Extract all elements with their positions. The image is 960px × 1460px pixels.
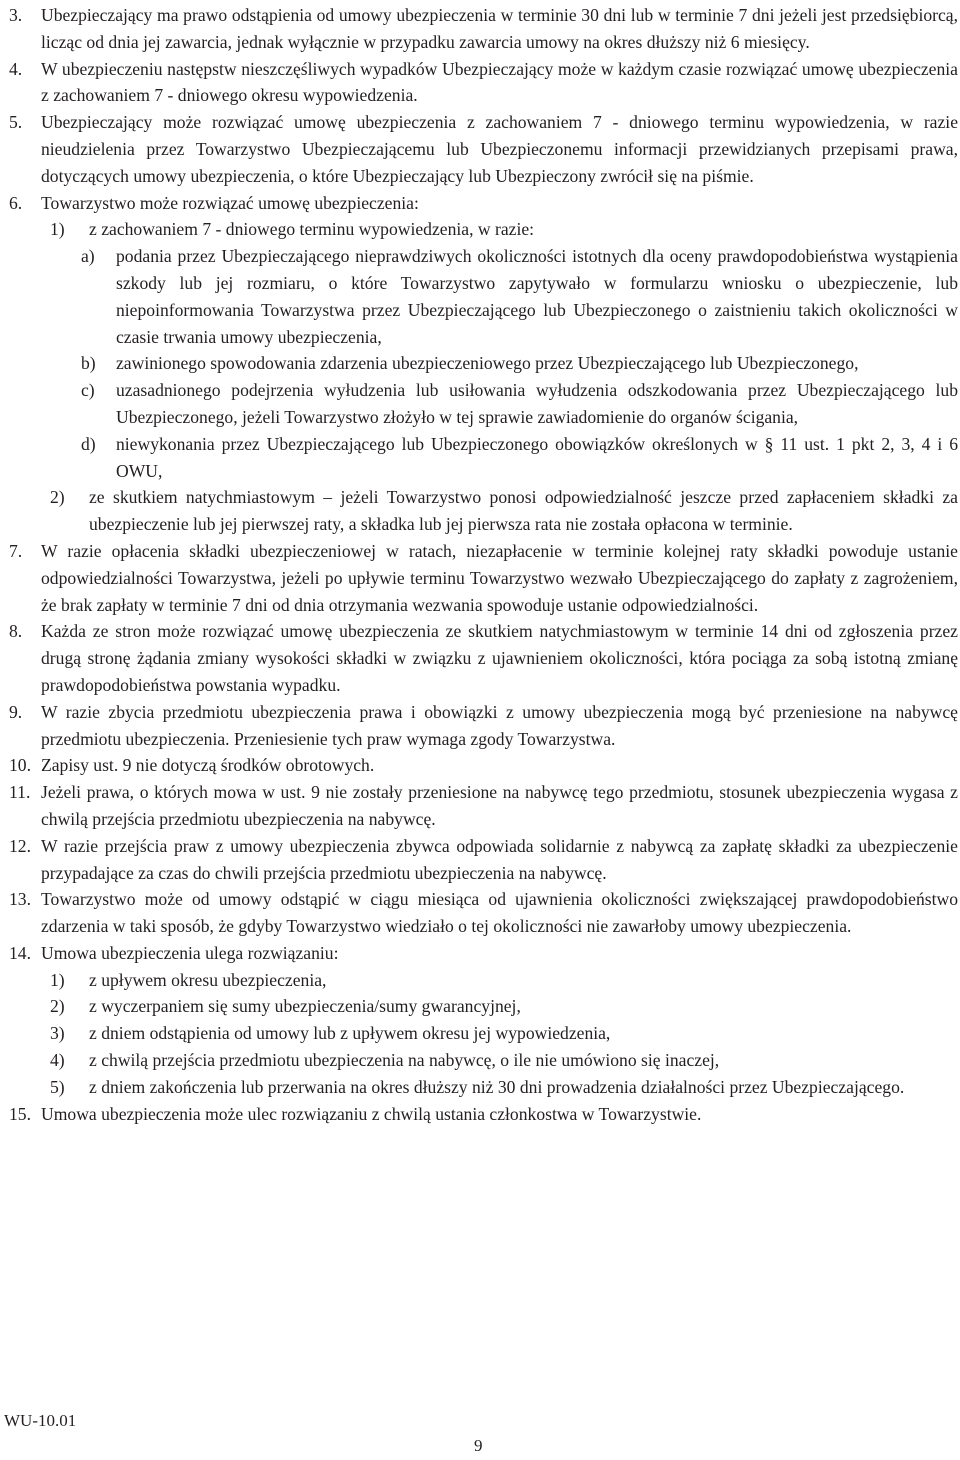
paragraph-number: 12.: [9, 835, 31, 856]
paragraph-15: [9, 1101, 958, 1128]
sub-item-number: 5): [50, 1076, 65, 1097]
letter-item-6-1-b: [81, 350, 958, 377]
paragraph-number: 8.: [9, 621, 23, 642]
paragraph-number: 4.: [9, 58, 23, 79]
sub-item-text: z dniem odstąpienia od umowy lub z upływem okresu jej wypowiedzenia,: [89, 1023, 611, 1044]
letter-item-number: d): [81, 433, 96, 454]
paragraph-number: 10.: [9, 755, 31, 776]
paragraph-number: 15.: [9, 1103, 31, 1124]
paragraph-11: [9, 779, 958, 833]
paragraph-number: 9.: [9, 701, 23, 722]
sub-item-text: z dniem zakończenia lub przerwania na okres dłuższy niż 30 dni prowadzenia działalności przez Ubezpieczającego.: [89, 1076, 905, 1097]
document-content: [9, 2, 958, 1127]
sub-item-6-2: [50, 484, 958, 538]
paragraph-text: W razie opłacenia składki ubezpieczeniowej w ratach, niezapłacenie w terminie kolejnej raty składki powoduje ustanie odpowiedzialności Towarzystwa, jeżeli po upływie terminu Towarzystwo wezwało Ubezpieczającego do zapłaty z zagrożeniem, że brak zapłaty w terminie 7 dni od dnia otrzymania wezwania spowoduje ustanie odpowiedzialności.: [41, 540, 958, 615]
paragraph-6: [9, 190, 958, 217]
paragraph-number: 5.: [9, 112, 23, 133]
sub-item-number: 4): [50, 1050, 65, 1071]
page-number: 9: [474, 1436, 483, 1455]
sub-item-14-4: [50, 1047, 958, 1074]
letter-item-6-1-c: [81, 377, 958, 431]
sub-item-number: 3): [50, 1023, 65, 1044]
paragraph-text: Zapisy ust. 9 nie dotyczą środków obrotowych.: [41, 755, 375, 776]
letter-item-6-1-d: [81, 431, 958, 485]
sub-item-14-5: [50, 1074, 958, 1101]
letter-item-6-1-a: [81, 243, 958, 350]
document-code: WU-10.01: [4, 1411, 77, 1430]
sub-item-14-3: [50, 1020, 958, 1047]
paragraph-number: 11.: [9, 782, 31, 803]
sub-item-text: z chwilą przejścia przedmiotu ubezpieczenia na nabywcę, o ile nie umówiono się inaczej,: [89, 1050, 720, 1071]
paragraph-12: [9, 833, 958, 887]
paragraph-text: W razie zbycia przedmiotu ubezpieczenia prawa i obowiązki z umowy ubezpieczenia mogą być przeniesione na nabywcę przedmiotu ubezpieczenia. Przeniesienie tych praw wymaga zgody Towarzystwa.: [41, 701, 958, 749]
paragraph-13: [9, 886, 958, 940]
paragraph-number: 7.: [9, 540, 23, 561]
paragraph-text: Towarzystwo może rozwiązać umowę ubezpieczenia:: [41, 192, 419, 213]
paragraph-number: 6.: [9, 192, 23, 213]
paragraph-text: Towarzystwo może od umowy odstąpić w ciągu miesiąca od ujawnienia okoliczności zwiększającej prawdopodobieństwo zdarzenia w taki sposób, że gdyby Towarzystwo wiedziało o tej okoliczności nie zawarłoby umowy ubezpieczenia.: [41, 889, 958, 937]
letter-item-text: uzasadnionego podejrzenia wyłudzenia lub usiłowania wyłudzenia odszkodowania przez Ubezpieczającego lub Ubezpieczonego, jeżeli Towarzystwo złożyło w tej sprawie zawiadomienie do organów ścigania,: [116, 380, 958, 427]
letter-item-number: b): [81, 353, 96, 374]
sub-item-number: 1): [50, 219, 65, 240]
paragraph-8: [9, 618, 958, 698]
sub-item-text: ze skutkiem natychmiastowym – jeżeli Towarzystwo ponosi odpowiedzialność jeszcze przed zapłaceniem składki za ubezpieczenie lub jej pierwszej raty, a składka lub jej pierwsza rata nie została opłacona w terminie.: [89, 487, 958, 535]
paragraph-4: [9, 56, 958, 110]
letter-item-text: zawinionego spowodowania zdarzenia ubezpieczeniowego przez Ubezpieczającego lub Ubezpieczonego,: [116, 353, 859, 374]
paragraph-number: 3.: [9, 5, 23, 25]
sub-item-number: 1): [50, 969, 65, 990]
paragraph-text: Każda ze stron może rozwiązać umowę ubezpieczenia ze skutkiem natychmiastowym w terminie 14 dni od zgłoszenia przez drugą stronę żądania zmiany wysokości składki w związku z ujawnieniem okoliczności, która pociąga za sobą istotną zmianę prawdopodobieństwa powstania wypadku.: [41, 621, 958, 695]
letter-item-text: podania przez Ubezpieczającego nieprawdziwych okoliczności istotnych dla oceny prawdopodobieństwa wystąpienia szkody lub jej rozmiaru, o które Towarzystwo zapytywało w formularzu wniosku o ubezpieczenie, lub niepoinformowania Towarzystwa przez Ubezpieczającego lub Ubezpieczonego o zaistnieniu takich okoliczności w czasie trwania umowy ubezpieczenia,: [116, 246, 958, 347]
paragraph-3: [9, 2, 958, 56]
paragraph-text: Ubezpieczający ma prawo odstąpienia od umowy ubezpieczenia w terminie 30 dni lub w terminie 7 dni jeżeli jest przedsiębiorcą, licząc od dnia jej zawarcia, jednak wyłącznie w przypadku zawarcia umowy na okres dłuższy niż 6 miesięcy.: [41, 5, 958, 52]
sub-item-14-2: [50, 993, 958, 1020]
paragraph-text: Ubezpieczający może rozwiązać umowę ubezpieczenia z zachowaniem 7 - dniowego terminu wypowiedzenia, w razie nieudzielenia przez Towarzystwo Ubezpieczającemu lub Ubezpieczonemu informacji przewidzianych przepisami prawa, dotyczących umowy ubezpieczenia, o które Ubezpieczający lub Ubezpieczony zwrócił się na piśmie.: [41, 112, 958, 186]
paragraph-text: Umowa ubezpieczenia może ulec rozwiązaniu z chwilą ustania członkostwa w Towarzystwie.: [41, 1103, 702, 1124]
sub-item-number: 2): [50, 487, 65, 508]
paragraph-14: [9, 940, 958, 967]
sub-item-text: z upływem okresu ubezpieczenia,: [89, 969, 327, 990]
paragraph-5: [9, 109, 958, 189]
paragraph-text: Umowa ubezpieczenia ulega rozwiązaniu:: [41, 942, 339, 963]
letter-item-text: niewykonania przez Ubezpieczającego lub Ubezpieczonego obowiązków określonych w § 11 ust. 1 pkt 2, 3, 4 i 6 OWU,: [116, 433, 958, 481]
paragraph-number: 14.: [9, 942, 31, 963]
paragraph-10: [9, 752, 958, 779]
sub-item-text: z zachowaniem 7 - dniowego terminu wypowiedzenia, w razie:: [89, 219, 535, 240]
paragraph-text: W ubezpieczeniu następstw nieszczęśliwych wypadków Ubezpieczający może w każdym czasie rozwiązać umowę ubezpieczenia z zachowaniem 7 - dniowego okresu wypowiedzenia.: [41, 58, 958, 106]
sub-item-14-1: [50, 967, 958, 994]
letter-item-number: c): [81, 380, 95, 401]
sub-item-number: 2): [50, 996, 65, 1017]
paragraph-text: W razie przejścia praw z umowy ubezpieczenia zbywca odpowiada solidarnie z nabywcą za zapłatę składki za ubezpieczenie przypadające za czas do chwili przejścia przedmiotu ubezpieczenia na nabywcę.: [41, 835, 958, 883]
sub-item-6-1: [50, 216, 958, 243]
sub-item-text: z wyczerpaniem się sumy ubezpieczenia/sumy gwarancyjnej,: [89, 996, 521, 1017]
paragraph-7: [9, 538, 958, 618]
paragraph-text: Jeżeli prawa, o których mowa w ust. 9 nie zostały przeniesione na nabywcę tego przedmiotu, stosunek ubezpieczenia wygasa z chwilą przejścia przedmiotu ubezpieczenia na nabywcę.: [41, 782, 958, 829]
letter-item-number: a): [81, 246, 95, 267]
paragraph-9: [9, 699, 958, 753]
paragraph-number: 13.: [9, 889, 31, 910]
